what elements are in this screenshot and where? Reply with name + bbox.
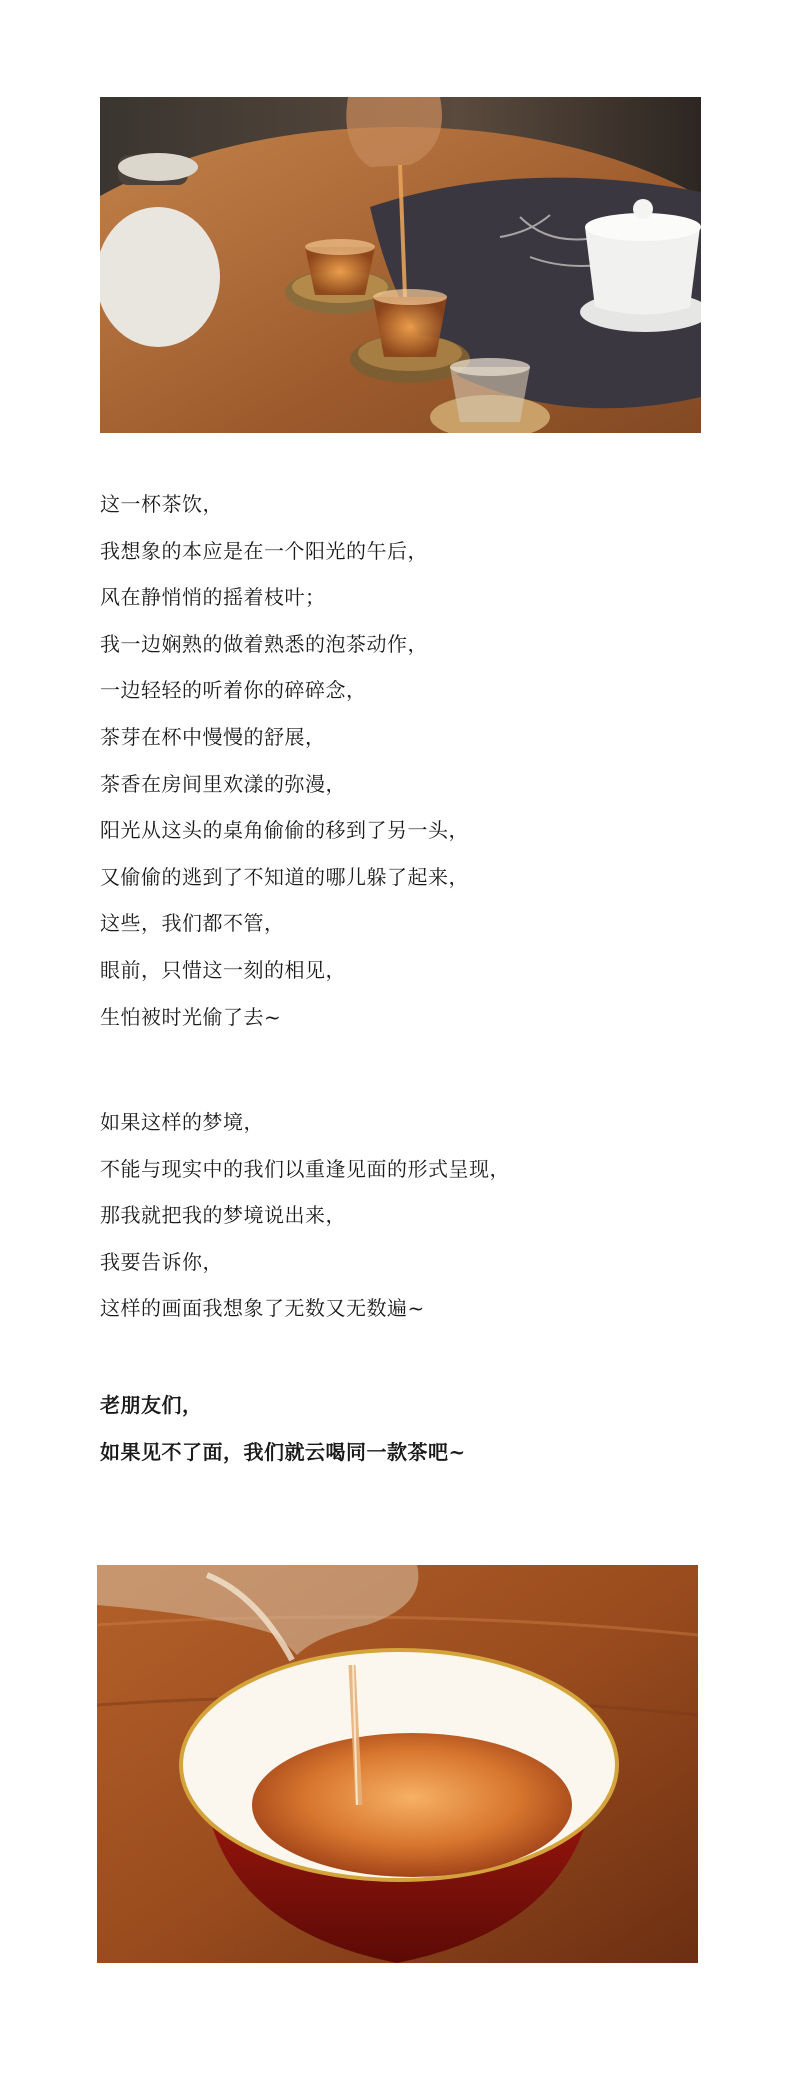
tea-cup-photo — [97, 1565, 698, 1963]
poem-line: 我要告诉你， — [100, 1249, 223, 1274]
poem-stanza-3 — [100, 1382, 720, 1475]
poem-line: 不能与现实中的我们以重逢见面的形式呈现， — [100, 1156, 510, 1181]
poem-line: 我一边娴熟的做着熟悉的泡茶动作， — [100, 631, 428, 656]
poem-line: 茶芽在杯中慢慢的舒展， — [100, 724, 326, 749]
poem-line: 茶香在房间里欢漾的弥漫， — [100, 771, 346, 796]
tea-cup-photo-icon — [97, 1565, 698, 1963]
tea-table-photo — [100, 97, 701, 433]
poem-line: 老朋友们， — [100, 1393, 203, 1417]
poem-line: 这样的画面我想象了无数又无数遍~ — [100, 1296, 425, 1321]
poem-line: 一边轻轻的听着你的碎碎念， — [100, 678, 367, 703]
poem-line: 又偷偷的逃到了不知道的哪儿躲了起来， — [100, 864, 469, 889]
poem-line: 生怕被时光偷了去~ — [100, 1004, 282, 1029]
poem-line: 这一杯茶饮， — [100, 492, 223, 516]
poem-line: 眼前，只惜这一刻的相见， — [100, 957, 346, 982]
poem-stanza-1 — [100, 481, 720, 1040]
poem-line: 风在静悄悄的摇着枝叶； — [100, 585, 326, 610]
poem-line: 如果这样的梦境， — [100, 1110, 264, 1134]
poem-line: 阳光从这头的桌角偷偷的移到了另一头， — [100, 818, 469, 843]
tea-table-photo-icon — [100, 97, 701, 433]
poem-line: 那我就把我的梦境说出来， — [100, 1203, 346, 1228]
poem-line: 这些，我们都不管， — [100, 911, 285, 936]
poem-stanza-2 — [100, 1099, 720, 1332]
poem-line: 如果见不了面，我们就云喝同一款茶吧~ — [100, 1439, 466, 1464]
poem-line: 我想象的本应是在一个阳光的午后， — [100, 538, 428, 563]
